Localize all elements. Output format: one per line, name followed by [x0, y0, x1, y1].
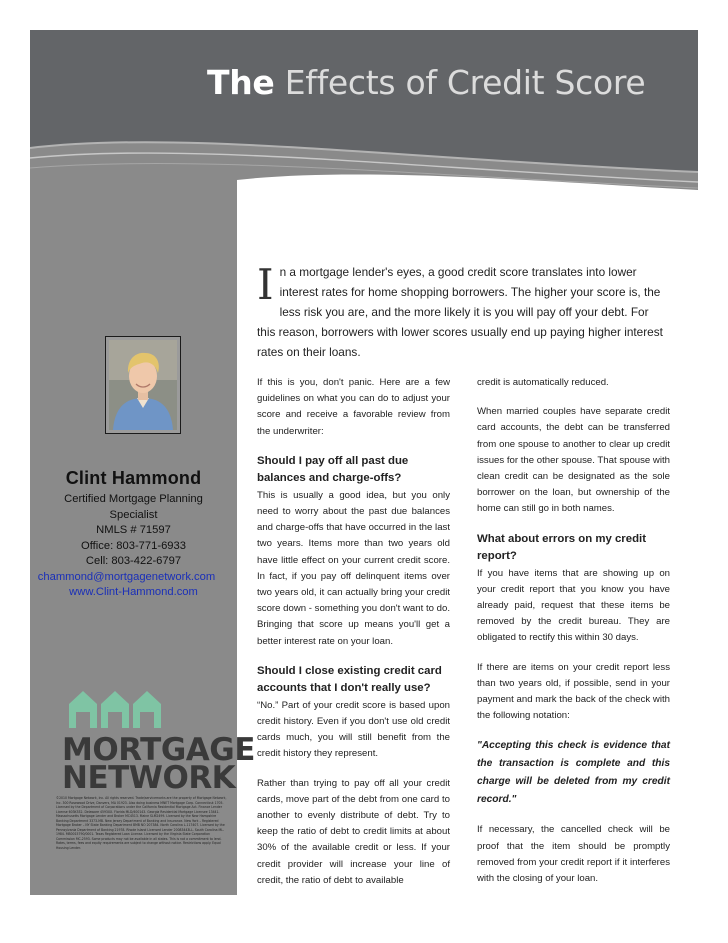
agent-title-line1: Certified Mortgage Planning	[64, 493, 203, 505]
article-content	[257, 260, 670, 886]
check-notation-quote: "Accepting this check is evidence that the transaction is complete and this charge will be deleted from my credit record."	[477, 740, 670, 806]
agent-portrait-image	[109, 340, 177, 430]
agent-title-line2: Specialist	[109, 508, 158, 521]
heading-past-due: Should I pay off all past due balances and charge-offs?	[257, 454, 409, 484]
agent-name: Clint Hammond	[65, 468, 202, 488]
heading-errors: What about errors on my credit report?	[477, 532, 646, 562]
intro-text: n a mortgage lender's eyes, a good credit score translates into lower interest rates for home shopping borrowers. The higher your score is, the less risk you are, and the more likely it is you will pay off your debt. For this reason, borrowers with lower scores usually end up paying higher interest rates on their loans.	[257, 265, 663, 359]
agent-photo	[105, 336, 181, 434]
right-paragraph-5: If necessary, the cancelled check will be proof that the item should be promptly removed from your credit report if it interferes with the closing of your loan.	[477, 824, 670, 885]
left-paragraph-3: “No.” Part of your credit score is based upon credit history. Even if you don't use old credit cards much, you will still benefit from the credit history they represent.	[257, 699, 450, 760]
flyer-page	[30, 30, 698, 913]
agent-email-link[interactable]: chammond@mortgagenetwork.com	[37, 570, 216, 583]
logo-word-network: NETWORK	[62, 760, 236, 796]
right-paragraph-2: When married couples have separate credit card accounts, the debt can be transferred from one spouse to another to clear up credit issues for the other spouse. That spouse with clean credit can be designated as the sole borrower on the loan, but ownership of the home can still go in both names.	[477, 406, 670, 515]
logo-word-mortgage: MORTGAGE	[62, 732, 255, 768]
intro-paragraph	[257, 262, 669, 362]
title-the: The	[207, 63, 275, 102]
right-paragraph-3: If you have items that are showing up on your credit report that you know you have already paid, request that these items be removed by the credit bureau. They are obligated to rectify this within 30 days.	[477, 567, 670, 644]
header-swoosh-graphic	[30, 30, 698, 208]
header-banner	[30, 30, 698, 208]
agent-office-phone: Office: 803-771-6933	[81, 539, 186, 552]
house-icons	[67, 688, 167, 728]
mortgage-network-logo	[62, 688, 255, 796]
left-paragraph-4: Rather than trying to pay off all your credit cards, move part of the debt from one card to another to evenly distribute of debt. Try to keep the ratio of debt to credit limits at about 30% of the available credit or less. If your credit provider will increase your line of credit, the ratio of debt to available	[257, 777, 450, 886]
left-column	[257, 375, 450, 902]
page-title	[207, 63, 645, 102]
left-paragraph-2: This is usually a good idea, but you only need to worry about the past due balances and charge-offs that have occurred in the last two years. Items more than two years old have little effect on your current credit score. In fact, if you pay off delinquent items over two years old, it can actually bring your credit score down - something you don't want to do. Bringing that score up means you'll get a better interest rate on your loan.	[257, 489, 450, 647]
contact-block	[30, 468, 237, 601]
right-paragraph-1: credit is automatically reduced.	[477, 377, 609, 388]
legal-disclaimer: ©2010 Mortgage Network, Inc. All rights reserved. Trade/servicemarks are the property of Mortgage Network, Inc. 300 Rosewood Drive, Danvers, MA 01923. Also doing business MNET Mortgage Corp. Connecticut 1705. Licensed by the Department of Corporations under the California Residential Mortgage Act. Finance Lender License 603K532. Delaware 4593XX. Florida MLD/400143. Georgia Residential Mortgage Licensee 13441. Massachusetts Mortgage Lender and Broker MC4513. Maine SLM2499. Licensed by the New Hampshire Banking Department 3373-MB. New Jersey Department of Banking and Insurance. New York – Registered Mortgage Broker – NY State Banking Department BMB NO 207384. North Carolina L-117407. Licensed by the Pennsylvania Department of Banking 21978. Rhode Island Licensed Lender 20083443LL. South Carolina ML-1984. MB0015790/0001. Texas Registered Loan License. Licensed by the Virginia State Corporation Commission MC-2593. Some products may not be available in all states. This is not a commitment to lend. Rates, terms, fees and equity requirements are subject to change without notice. Restrictions apply. Equal Housing Lender.	[56, 796, 227, 850]
right-paragraph-4: If there are items on your credit report less than two years old, if possible, send in your payment and mark the back of the check with the following notation:	[477, 661, 670, 722]
drop-cap: I	[257, 260, 274, 309]
title-rest: Effects of Credit Score	[284, 63, 646, 102]
right-column	[477, 375, 670, 900]
agent-cell-phone: Cell: 803-422-6797	[85, 555, 182, 567]
heading-close-cards: Should I close existing credit card accounts that I don't really use?	[257, 664, 442, 694]
agent-nmls: NMLS # 71597	[96, 524, 171, 536]
left-paragraph-1: If this is you, don't panic. Here are a few guidelines on what you can do to adjust your score and receive a favorable review from the underwriter:	[257, 377, 450, 437]
agent-website-link[interactable]: www.Clint-Hammond.com	[69, 586, 198, 598]
